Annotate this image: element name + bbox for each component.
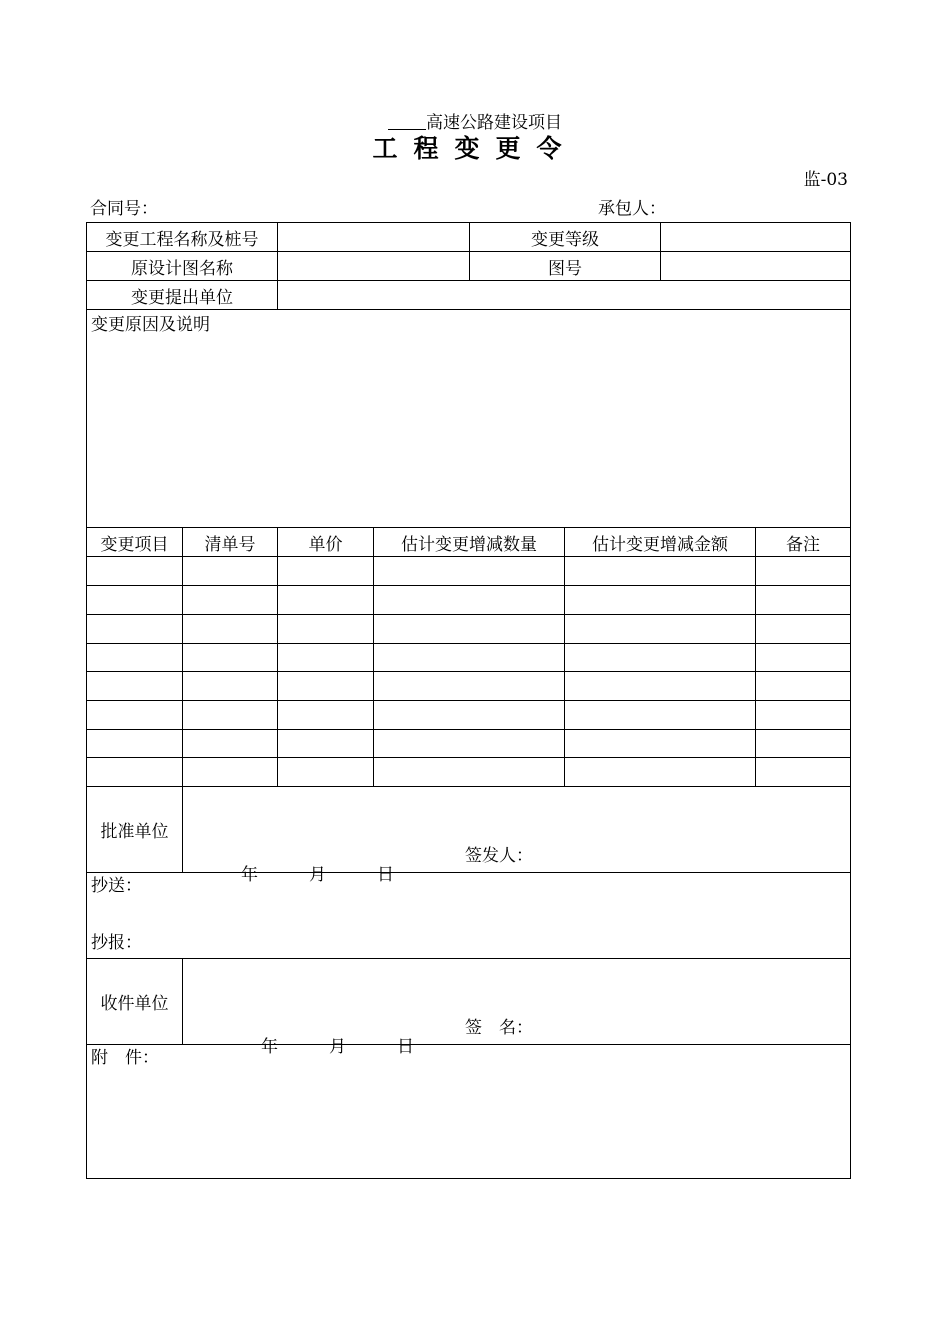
table-cell-est-amount[interactable] <box>565 730 755 757</box>
page-title: 工程变更令 <box>372 134 578 163</box>
table-cell-unit-price[interactable] <box>278 615 373 643</box>
project-name-label: 变更工程名称及桩号 <box>105 230 259 250</box>
cc-label: 抄送： <box>91 876 142 896</box>
drawing-no-label: 图号 <box>548 258 582 279</box>
table-cell-remarks[interactable] <box>756 730 850 757</box>
change-level-label: 变更等级 <box>531 230 599 250</box>
table-cell-est-amount[interactable] <box>565 586 755 614</box>
table-cell-remarks[interactable] <box>756 701 850 729</box>
table-cell-unit-price[interactable] <box>278 758 373 785</box>
table-cell-bill-no[interactable] <box>183 672 277 700</box>
table-cell-est-quantity[interactable] <box>374 758 564 785</box>
table-cell-change-item[interactable] <box>87 644 182 671</box>
table-cell-remarks[interactable] <box>756 557 850 585</box>
table-cell-remarks[interactable] <box>756 672 850 700</box>
contractor-label: 承包人： <box>598 199 666 219</box>
reason-label: 变更原因及说明 <box>91 314 210 335</box>
table-cell-change-item[interactable] <box>87 557 182 585</box>
table-cell-bill-no[interactable] <box>183 615 277 643</box>
table-cell-est-quantity[interactable] <box>374 701 564 729</box>
column-header-est-amount: 估计变更增减金额 <box>592 534 728 555</box>
receiver-sign-label: 签 名： <box>465 1018 533 1038</box>
table-cell-remarks[interactable] <box>756 644 850 671</box>
table-cell-unit-price[interactable] <box>278 730 373 757</box>
table-cell-est-amount[interactable] <box>565 701 755 729</box>
proposer-label: 变更提出单位 <box>131 287 233 308</box>
table-cell-remarks[interactable] <box>756 758 850 785</box>
project-title <box>0 113 950 133</box>
table-cell-est-quantity[interactable] <box>374 644 564 671</box>
table-cell-bill-no[interactable] <box>183 701 277 729</box>
table-cell-est-amount[interactable] <box>565 672 755 700</box>
attachment-label: 附 件： <box>91 1048 159 1068</box>
approval-date-line: 年 月 日 <box>241 865 394 885</box>
table-cell-bill-no[interactable] <box>183 758 277 785</box>
table-cell-unit-price[interactable] <box>278 644 373 671</box>
table-cell-change-item[interactable] <box>87 672 182 700</box>
receiver-label: 收件单位 <box>100 994 169 1014</box>
table-cell-change-item[interactable] <box>87 730 182 757</box>
table-cell-unit-price[interactable] <box>278 557 373 585</box>
approval-signer-label: 签发人： <box>465 846 533 866</box>
table-cell-change-item[interactable] <box>87 615 182 643</box>
approval-label: 批准单位 <box>100 822 169 842</box>
proposer-field[interactable] <box>278 281 850 309</box>
table-cell-est-amount[interactable] <box>565 557 755 585</box>
table-cell-est-quantity[interactable] <box>374 615 564 643</box>
report-label: 抄报： <box>91 933 142 953</box>
project-name-blank <box>388 113 426 130</box>
table-cell-est-amount[interactable] <box>565 615 755 643</box>
form-code: 监-03 <box>803 170 848 190</box>
table-cell-bill-no[interactable] <box>183 644 277 671</box>
drawing-no-field[interactable] <box>661 252 850 280</box>
column-header-unit-price: 单价 <box>308 534 343 555</box>
table-cell-unit-price[interactable] <box>278 672 373 700</box>
table-cell-remarks[interactable] <box>756 586 850 614</box>
table-cell-est-quantity[interactable] <box>374 730 564 757</box>
table-cell-est-quantity[interactable] <box>374 586 564 614</box>
table-cell-bill-no[interactable] <box>183 557 277 585</box>
receiver-area[interactable] <box>183 959 850 1057</box>
table-cell-unit-price[interactable] <box>278 701 373 729</box>
table-cell-change-item[interactable] <box>87 758 182 785</box>
table-cell-est-amount[interactable] <box>565 758 755 785</box>
column-header-change-item: 变更项目 <box>100 534 169 555</box>
table-cell-bill-no[interactable] <box>183 586 277 614</box>
table-cell-remarks[interactable] <box>756 615 850 643</box>
original-drawing-label: 原设计图名称 <box>131 258 233 279</box>
table-cell-est-quantity[interactable] <box>374 557 564 585</box>
project-name-field[interactable] <box>278 223 469 251</box>
project-suffix: 高速公路建设项目 <box>426 113 562 133</box>
contract-no-label: 合同号： <box>90 199 158 219</box>
attachment-area[interactable] <box>87 1073 850 1178</box>
table-cell-unit-price[interactable] <box>278 586 373 614</box>
original-drawing-field[interactable] <box>278 252 469 280</box>
approval-area[interactable] <box>183 787 850 885</box>
change-order-form <box>86 222 851 1179</box>
column-header-bill-no: 清单号 <box>204 534 256 555</box>
change-level-field[interactable] <box>661 223 850 251</box>
column-header-est-quantity: 估计变更增减数量 <box>401 534 537 555</box>
table-cell-change-item[interactable] <box>87 586 182 614</box>
receiver-date-line: 年 月 日 <box>261 1037 414 1057</box>
column-header-remarks: 备注 <box>786 534 820 555</box>
table-cell-est-quantity[interactable] <box>374 672 564 700</box>
table-cell-change-item[interactable] <box>87 701 182 729</box>
table-cell-est-amount[interactable] <box>565 644 755 671</box>
reason-textarea[interactable] <box>87 335 850 527</box>
table-cell-bill-no[interactable] <box>183 730 277 757</box>
